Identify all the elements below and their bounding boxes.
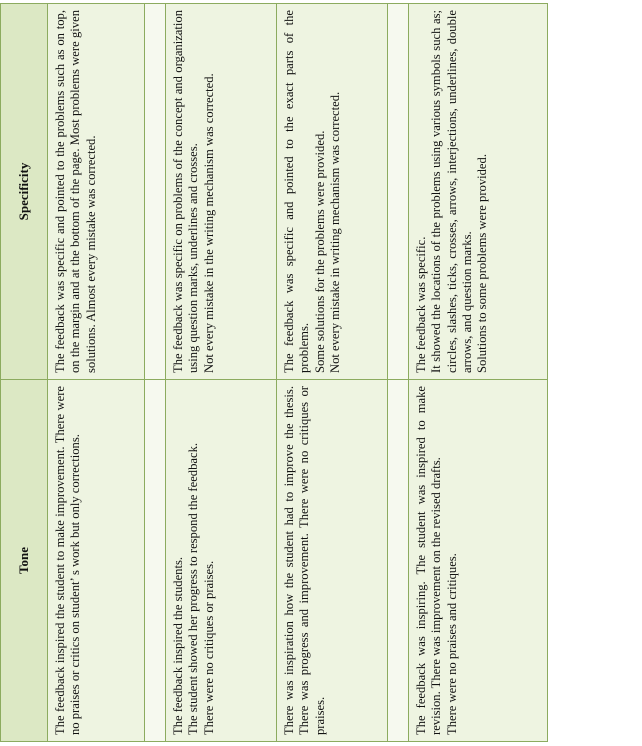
empty-cell xyxy=(145,380,166,742)
cell-text: There was inspiration how the student had to improve the thesis. There was progress and improvement. There were no critiques or praises. xyxy=(282,386,327,735)
specificity-cell xyxy=(409,4,548,380)
cell-text: The student showed her progress to respond the feedback. xyxy=(186,442,201,735)
table-row xyxy=(48,4,145,742)
empty-cell xyxy=(145,4,166,380)
specificity-cell xyxy=(48,4,145,380)
cell-text: It showed the locations of the problems using various symbols such as; circles, slashes, ticks, crosses, arrows, interjections, underlines, double arrows, and question marks. xyxy=(429,10,475,373)
cell-text: There were no critiques or praises. xyxy=(201,560,216,735)
cell-text: Not every mistake in the writing mechanism was corrected. xyxy=(201,73,216,373)
feedback-table xyxy=(0,3,548,742)
cell-text: The feedback was specific on problems of the concept and organization using question marks, underlines and crosses. xyxy=(171,10,201,373)
empty-cell xyxy=(388,380,409,742)
header-tone: Tone xyxy=(1,380,48,742)
cell-text: The feedback inspired the students. xyxy=(171,556,185,735)
table-row xyxy=(166,4,277,742)
tone-cell xyxy=(166,380,277,742)
cell-text: The feedback was specific and pointed to the exact parts of the problems. xyxy=(282,10,312,373)
tone-cell xyxy=(277,380,388,742)
cell-text: Solutions to some problems were provided. xyxy=(475,154,490,373)
cell-text: The feedback was specific and pointed to the problems such as on top, on the margin and at the bottom of the page. Most problems were given solutions. Almost every mistake was corrected. xyxy=(53,10,98,373)
cell-text: The feedback was inspiring. The student was inspired to make revision. There was improvement on the revised drafts. xyxy=(414,386,444,735)
header-specificity: Specificity xyxy=(1,4,48,380)
cell-text: Not every mistake in writing mechanism was corrected. xyxy=(328,91,343,373)
tone-cell xyxy=(409,380,548,742)
specificity-cell xyxy=(277,4,388,380)
cell-text: There were no praises and critiques. xyxy=(444,553,459,735)
table-row-spacer xyxy=(388,4,409,742)
table-header-row xyxy=(1,4,48,742)
empty-cell xyxy=(388,4,409,380)
table-row xyxy=(277,4,388,742)
table-row-spacer xyxy=(145,4,166,742)
cell-text: Some solutions for the problems were provided. xyxy=(312,130,327,373)
cell-text: The feedback was specific. xyxy=(414,236,428,373)
rotated-page xyxy=(0,2,642,744)
cell-text: The feedback inspired the student to make improvement. There were no praises or critics on student’ s work but only corrections. xyxy=(53,386,83,735)
table-row xyxy=(409,4,548,742)
specificity-cell xyxy=(166,4,277,380)
tone-cell xyxy=(48,380,145,742)
